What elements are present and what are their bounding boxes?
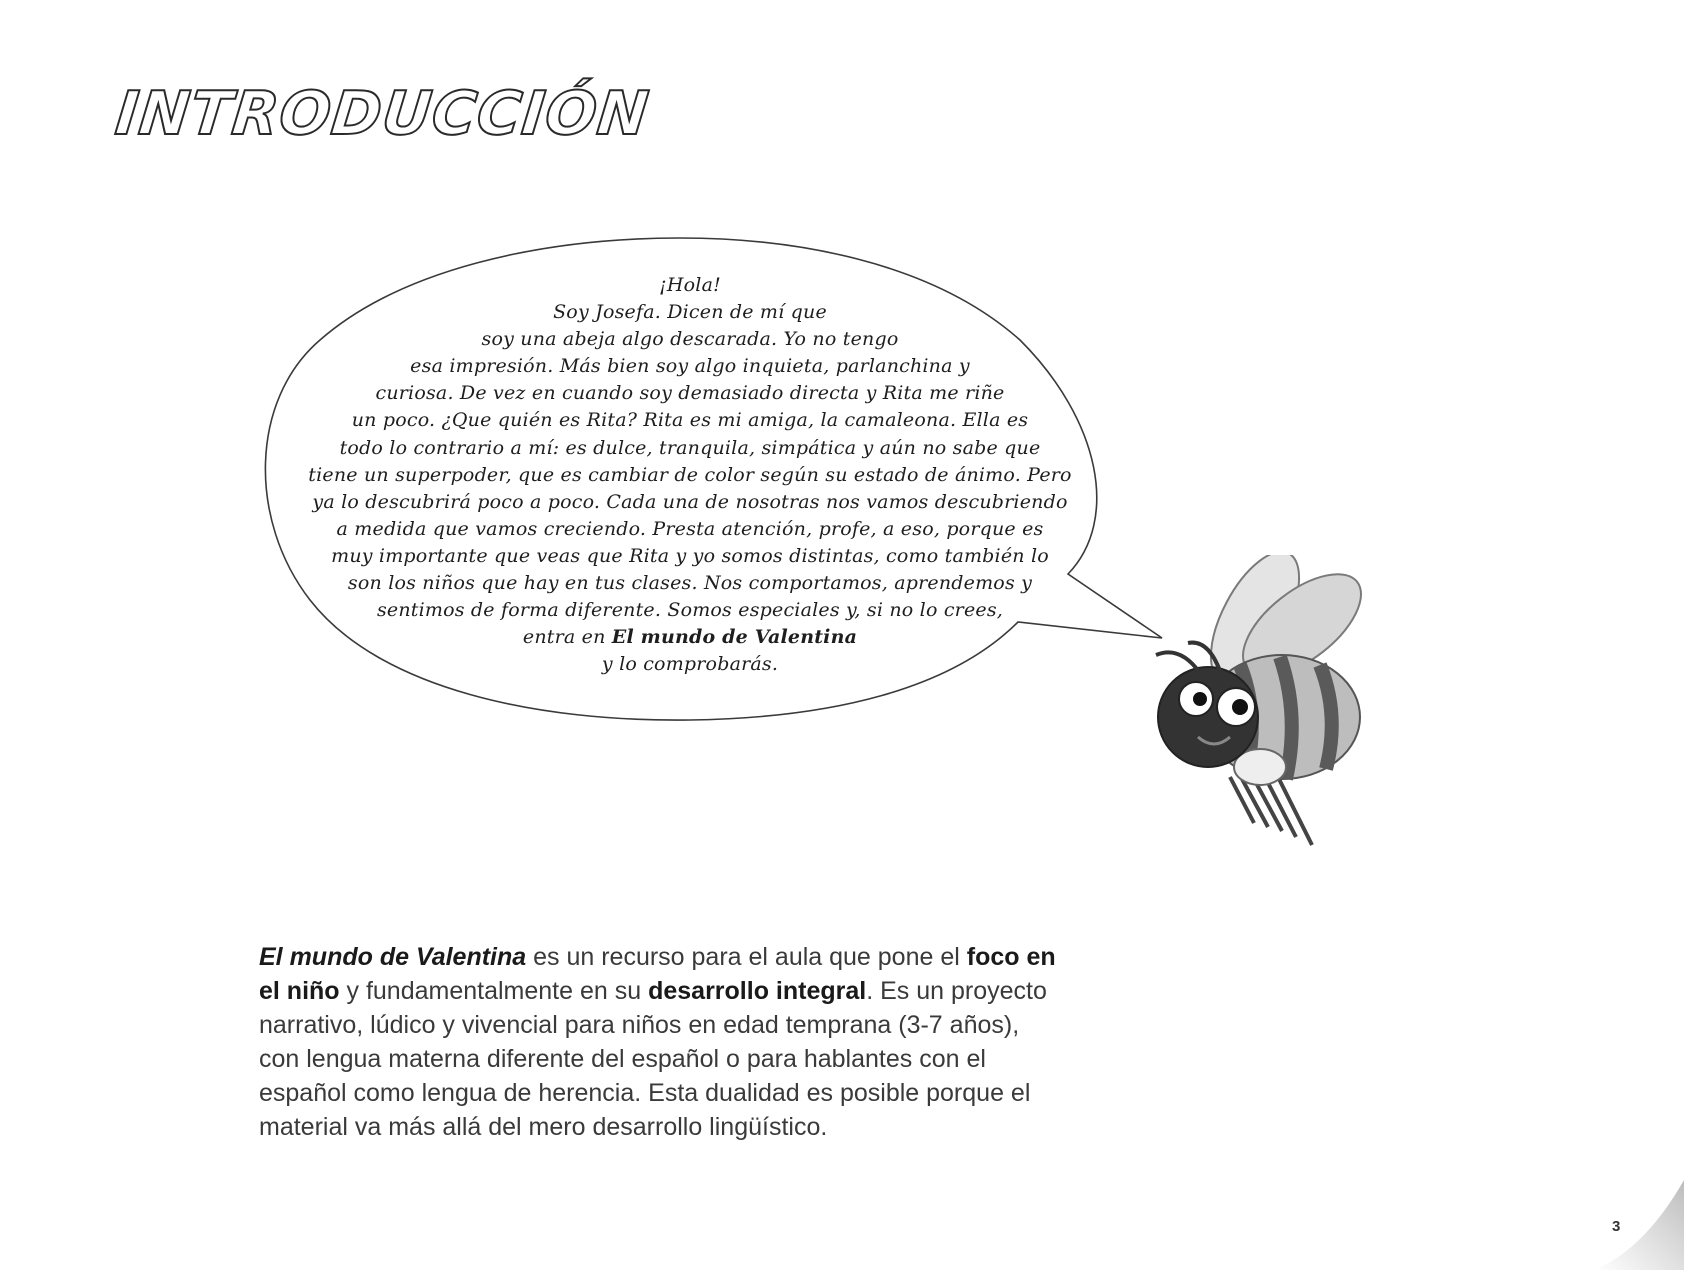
page-curl [1594, 1180, 1684, 1270]
bubble-line [290, 624, 1090, 651]
intro-paragraph [259, 940, 1059, 1144]
bubble-line: ya lo descubrirá poco a poco. Cada una de nosotras nos vamos descubriendo [312, 490, 1068, 513]
bubble-line: esa impresión. Más bien soy algo inquieta, parlanchina y [410, 355, 970, 378]
bubble-line: Soy Josefa. Dicen de mí que [553, 301, 827, 324]
book-title: El mundo de Valentina [259, 943, 527, 971]
bubble-line: tiene un superpoder, que es cambiar de color según su estado de ánimo. Pero [308, 463, 1072, 486]
bubble-line: todo lo contrario a mí: es dulce, tranquila, simpática y aún no sabe que [339, 436, 1041, 459]
bubble-line: son los niños que hay en tus clases. Nos comportamos, aprendemos y [347, 572, 1033, 595]
bubble-line: curiosa. De vez en cuando soy demasiado directa y Rita me riñe [375, 382, 1005, 405]
bubble-line: muy importante que veas que Rita y yo somos distintas, como también lo [331, 544, 1049, 567]
page-number: 3 [1612, 1218, 1621, 1235]
intro-bold-text: desarrollo integral [648, 977, 867, 1005]
intro-bold-text: foco en el niño [259, 943, 1056, 1005]
bubble-line: un poco. ¿Que quién es Rita? Rita es mi amiga, la camaleona. Ella es [351, 409, 1029, 432]
bee-illustration [1150, 555, 1430, 855]
bubble-line: y lo comprobarás. [601, 653, 779, 676]
bubble-line-prefix: entra en [522, 626, 612, 649]
bubble-line: ¡Hola! [659, 274, 721, 296]
book-title-inline: El mundo de Valentina [611, 626, 858, 649]
bubble-line: soy una abeja algo descarada. Yo no tengo [481, 328, 899, 351]
intro-text: . Es un proyecto narrativo, lúdico y vivencial para niños en edad temprana (3-7 años), con lengua materna diferente del español o para hablantes con el español como lengua de herencia. Esta dualidad es posible porque el material va más allá del mero desarrollo lingüístico. [259, 977, 1047, 1141]
bubble-line: sentimos de forma diferente. Somos especiales y, si no lo crees, [376, 599, 1004, 622]
intro-text: es un recurso para el aula que pone el [526, 943, 967, 971]
bubble-line: a medida que vamos creciendo. Presta atención, profe, a eso, porque es [336, 517, 1044, 540]
speech-bubble-text [290, 272, 1090, 678]
page-title: INTRODUCCIÓN [112, 79, 653, 149]
intro-text: y fundamentalmente en su [339, 977, 649, 1005]
